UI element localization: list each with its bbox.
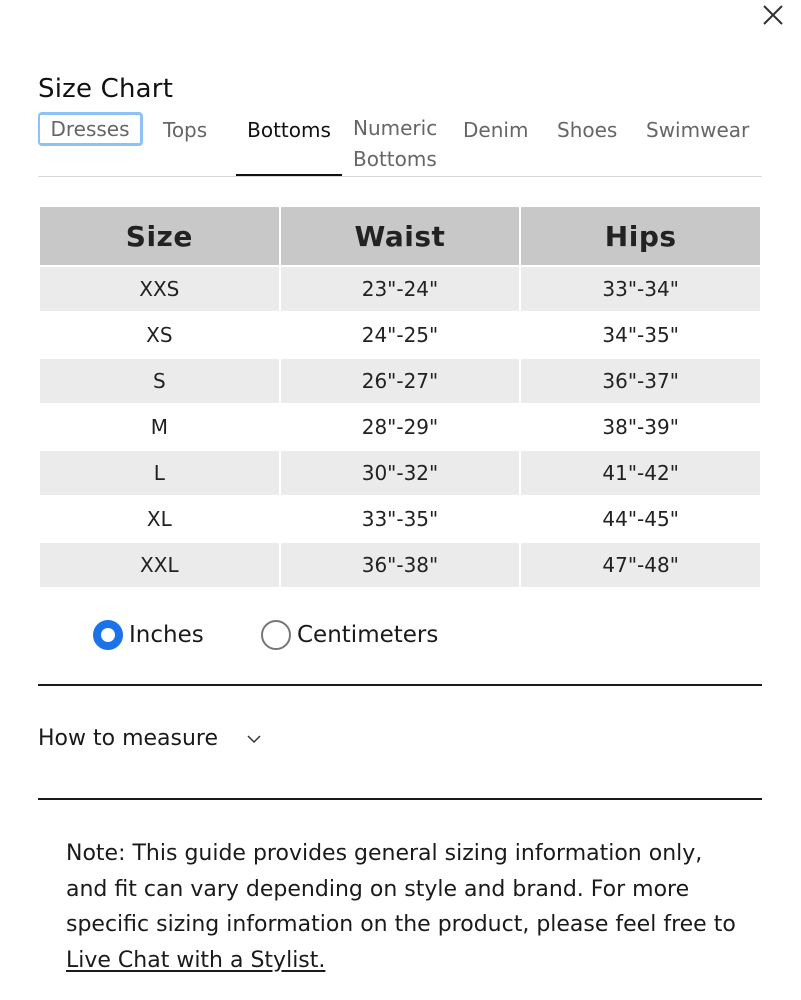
- tab-swimwear[interactable]: Swimwear: [646, 118, 750, 142]
- header-hips: Hips: [521, 207, 760, 265]
- tab-tops[interactable]: Tops: [163, 118, 208, 142]
- close-button[interactable]: [760, 2, 786, 28]
- size-cell: XL: [40, 497, 279, 541]
- centimeters-radio[interactable]: [261, 620, 291, 650]
- waist-cell: 36"-38": [281, 543, 520, 587]
- size-cell: M: [40, 405, 279, 449]
- live-chat-link[interactable]: Live Chat with a Stylist.: [66, 947, 326, 973]
- size-cell: L: [40, 451, 279, 495]
- sizing-note: [66, 836, 746, 978]
- chevron-down-icon: [246, 734, 262, 744]
- header-size: Size: [40, 207, 279, 265]
- divider: [38, 684, 762, 686]
- waist-cell: 24"-25": [281, 313, 520, 357]
- centimeters-option[interactable]: [261, 618, 438, 652]
- table-row: [40, 497, 760, 541]
- size-cell: S: [40, 359, 279, 403]
- tab-shoes[interactable]: Shoes: [557, 118, 618, 142]
- category-tabs: [38, 110, 762, 177]
- size-table: [38, 205, 762, 589]
- table-row: [40, 451, 760, 495]
- header-waist: Waist: [281, 207, 520, 265]
- waist-cell: 23"-24": [281, 267, 520, 311]
- hips-cell: 33"-34": [521, 267, 760, 311]
- hips-cell: 47"-48": [521, 543, 760, 587]
- tab-denim[interactable]: Denim: [463, 118, 529, 142]
- hips-cell: 38"-39": [521, 405, 760, 449]
- how-to-measure-label: How to measure: [38, 726, 219, 751]
- note-prefix: Note:: [66, 841, 126, 866]
- tab-bottoms[interactable]: Bottoms: [236, 115, 342, 175]
- table-row: [40, 543, 760, 587]
- size-cell: XXS: [40, 267, 279, 311]
- waist-cell: 28"-29": [281, 405, 520, 449]
- inches-option[interactable]: [93, 618, 204, 652]
- centimeters-label: Centimeters: [297, 622, 439, 648]
- how-to-measure-toggle[interactable]: [38, 726, 262, 751]
- size-cell: XS: [40, 313, 279, 357]
- hips-cell: 36"-37": [521, 359, 760, 403]
- table-row: [40, 267, 760, 311]
- waist-cell: 26"-27": [281, 359, 520, 403]
- note-body: This guide provides general sizing information only, and fit can vary depending on style and brand. For more specific sizing information on the product, please feel free to: [66, 841, 736, 937]
- table-header-row: [40, 207, 760, 265]
- divider: [38, 798, 762, 800]
- close-icon: [760, 2, 786, 28]
- waist-cell: 30"-32": [281, 451, 520, 495]
- hips-cell: 41"-42": [521, 451, 760, 495]
- inches-label: Inches: [129, 622, 204, 648]
- table-row: [40, 313, 760, 357]
- size-cell: XXL: [40, 543, 279, 587]
- tab-numeric-bottoms[interactable]: Numeric Bottoms: [353, 116, 438, 171]
- hips-cell: 34"-35": [521, 313, 760, 357]
- table-row: [40, 405, 760, 449]
- hips-cell: 44"-45": [521, 497, 760, 541]
- waist-cell: 33"-35": [281, 497, 520, 541]
- tab-dresses[interactable]: Dresses: [38, 112, 143, 146]
- page-title: Size Chart: [38, 74, 174, 104]
- inches-radio[interactable]: [93, 620, 123, 650]
- table-row: [40, 359, 760, 403]
